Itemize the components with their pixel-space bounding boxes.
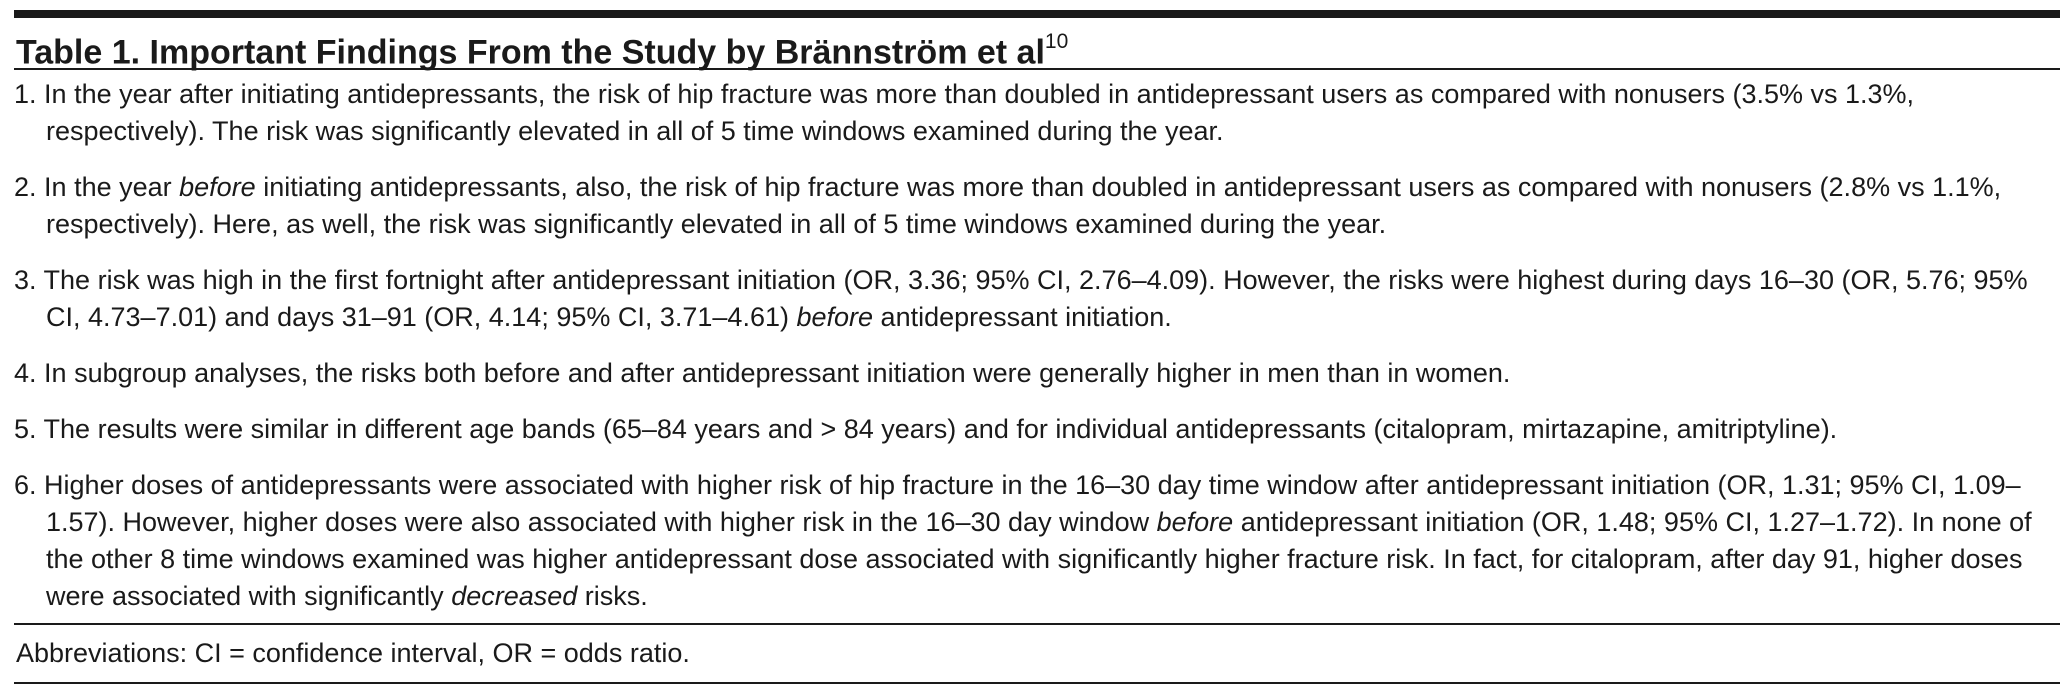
finding-text: The results were similar in different age bands (65–84 years and > 84 years) and for individual antidepressants (citalopram, mirtazapine, amitriptyline). xyxy=(43,414,1838,444)
finding-item xyxy=(14,169,2060,243)
finding-text: In subgroup analyses, the risks both before and after antidepressant initiation were generally higher in men than in women. xyxy=(44,358,1511,388)
findings-list xyxy=(14,70,2060,623)
table-top-rule xyxy=(14,10,2060,18)
finding-item xyxy=(14,262,2060,336)
caption-title: Table 1. Important Findings From the Study by Brännström et al xyxy=(16,33,1045,72)
finding-text: risks. xyxy=(577,581,648,611)
finding-text: The risk was high in the first fortnight after antidepressant initiation (OR, 3.36; 95% CI, 2.76–4.09). However, the risks were highest during days 16–30 (OR, 5.76; 95% CI, 4.73–7.01) and days 31–91 (OR, 4.14; 95% CI, 3.71–4.61) xyxy=(43,265,2028,332)
finding-emphasis: decreased xyxy=(451,581,578,611)
finding-number: 5. xyxy=(14,414,37,444)
finding-number: 1. xyxy=(14,79,37,109)
table-bottom-rule xyxy=(14,682,2060,684)
finding-text: antidepressant initiation. xyxy=(873,302,1172,332)
finding-text: In the year after initiating antidepressants, the risk of hip fracture was more than doubled in antidepressant users as compared with nonusers (3.5% vs 1.3%, respectively). The risk was significantly elevated in all of 5 time windows examined during the year. xyxy=(44,79,1915,146)
finding-emphasis: before xyxy=(179,172,256,202)
finding-text: antidepressant initiation (OR, 1.48; 95% CI, 1.27–1.72). In none of the other 8 time windows examined was higher antidepressant dose associated with significantly higher fracture risk. In fact, for citalopram, after day 91, higher doses were associated with significantly xyxy=(46,507,2032,611)
findings-table xyxy=(14,10,2060,684)
finding-number: 3. xyxy=(14,265,37,295)
finding-number: 4. xyxy=(14,358,37,388)
finding-number: 6. xyxy=(14,470,37,500)
finding-text: initiating antidepressants, also, the risk of hip fracture was more than doubled in antidepressant users as compared with nonusers (2.8% vs 1.1%, respectively). Here, as well, the risk was significantly elevated in all of 5 time windows examined during the year. xyxy=(46,172,2002,239)
finding-text: In the year xyxy=(44,172,180,202)
caption-reference: 10 xyxy=(1044,30,1069,53)
finding-item xyxy=(14,467,2060,615)
finding-item xyxy=(14,76,2060,150)
finding-item xyxy=(14,355,2060,392)
abbreviations-note: Abbreviations: CI = confidence interval, OR = odds ratio. xyxy=(16,638,690,668)
finding-emphasis: before xyxy=(796,302,874,332)
finding-emphasis: before xyxy=(1156,507,1234,537)
table-caption xyxy=(14,18,2060,72)
finding-item xyxy=(14,411,2060,448)
finding-number: 2. xyxy=(14,172,37,202)
finding-text: Higher doses of antidepressants were associated with higher risk of hip fracture in the 16–30 day time window after antidepressant initiation (OR, 1.31; 95% CI, 1.09–1.57). However, higher doses were also associated with higher risk in the 16–30 day window xyxy=(44,470,2021,537)
